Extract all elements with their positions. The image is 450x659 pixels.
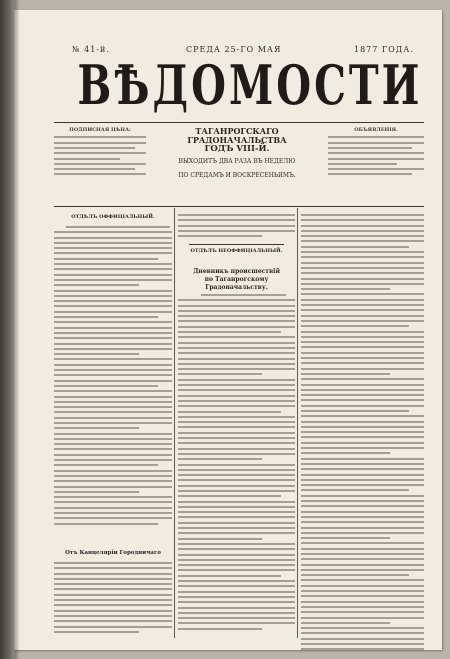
- announcements-text: [328, 136, 424, 175]
- middle-heading: [178, 268, 295, 292]
- middle-separator: [189, 244, 284, 245]
- issue-number: № 41-й.: [72, 45, 110, 54]
- subtitle-block: [152, 127, 322, 180]
- column-rule-1: [174, 208, 175, 638]
- announcements-box: [328, 128, 424, 179]
- announcements-title: ОБЪЯВЛЕНІЯ.: [354, 127, 398, 133]
- subscription-title: ПОДПИСНАЯ ЦѢНА:: [69, 127, 131, 133]
- left-column-text-2: [54, 562, 172, 636]
- masthead-rule: [54, 122, 424, 123]
- middle-column-text-top: [178, 214, 295, 240]
- subtitle-line-1: ТАГАНРОГСКАГО ГРАДОНАЧАЛЬСТВА: [187, 126, 287, 145]
- middle-heading-line-1: Дневникъ происшествій: [193, 268, 280, 275]
- left-heading-2: Отъ Канцелярiи Городничаго: [65, 550, 161, 556]
- section-official-middle: ОТДѢЛЪ НЕОФФИЦІАЛЬНЫЙ.: [190, 248, 283, 254]
- issue-year: 1877 ГОДА.: [354, 45, 414, 54]
- masthead-title: ВѢДОМОСТИ: [77, 54, 423, 118]
- middle-heading-line-2: по Таганрогскому Градоначальству.: [204, 276, 269, 291]
- subscription-text: [54, 136, 146, 175]
- subscription-box: [54, 128, 146, 179]
- subtitle-line-3: ВЫХОДИТЪ ДВА РАЗА ВЪ НЕДЕЛЮ: [178, 158, 296, 165]
- right-column-text: [301, 214, 424, 650]
- issue-date: СРЕДА 25-ГО МАЯ: [186, 45, 282, 54]
- header-bottom-rule: [54, 206, 424, 207]
- section-official-left: ОТДѢЛЪ ОФФИЦІАЛЬНЫЙ.: [71, 214, 155, 220]
- binder-edge: [0, 0, 14, 659]
- middle-column-text: [178, 294, 295, 633]
- subtitle-line-2: ГОДЪ VIII-Й.: [204, 144, 270, 154]
- page-spine-shadow: [14, 0, 20, 659]
- column-rule-2: [297, 208, 298, 638]
- newspaper-page: [14, 10, 442, 650]
- subtitle-line-4: ПО СРЕДАМЪ И ВОСКРЕСЕНЬЯМЪ.: [178, 172, 296, 179]
- left-column-text-1: [54, 226, 172, 528]
